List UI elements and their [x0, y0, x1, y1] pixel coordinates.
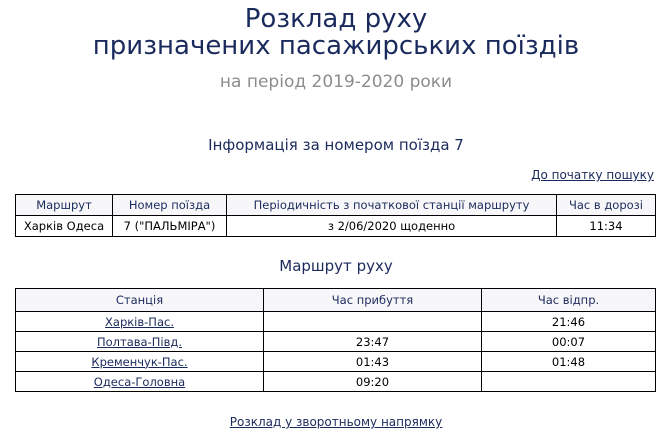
cell-departure: 00:07 [482, 332, 656, 352]
col-header-station: Станція [16, 289, 264, 312]
period-subtitle: на період 2019-2020 роки [219, 72, 453, 92]
back-to-search-link[interactable]: До початку пошуку [531, 168, 654, 182]
table-row [16, 332, 656, 352]
col-header-travel-time: Час в дорозі [557, 195, 656, 216]
cell-travel-time: 11:34 [557, 216, 656, 237]
cell-departure: 21:46 [482, 312, 656, 332]
col-header-periodicity: Періодичність з початкової станції маршруту [227, 195, 557, 216]
cell-arrival: 09:20 [264, 372, 482, 392]
cell-arrival: 01:43 [264, 352, 482, 372]
table-row [16, 372, 656, 392]
train-info-heading: Інформація за номером поїзда 7 [208, 136, 464, 154]
station-link[interactable]: Харків-Пас. [105, 314, 174, 329]
cell-departure: 01:48 [482, 352, 656, 372]
col-header-departure: Час відпр. [482, 289, 656, 312]
cell-train-number: 7 ("ПАЛЬМІРА") [113, 216, 227, 237]
table-header-row [16, 195, 656, 216]
route-table [15, 288, 656, 392]
col-header-route: Маршрут [16, 195, 113, 216]
page-title-line2: призначених пасажирських поїздів [92, 31, 580, 61]
table-header-row [16, 289, 656, 312]
station-link[interactable]: Полтава-Півд. [97, 334, 182, 349]
cell-arrival [264, 312, 482, 332]
station-link[interactable]: Кременчук-Пас. [91, 354, 188, 369]
cell-departure [482, 372, 656, 392]
station-link[interactable]: Одеса-Головна [93, 374, 186, 389]
train-info-table [15, 194, 656, 237]
page-title-line1: Розклад руху [244, 4, 428, 34]
col-header-arrival: Час прибуття [264, 289, 482, 312]
table-row [16, 312, 656, 332]
reverse-direction-link[interactable]: Розклад у зворотньому напрямку [229, 415, 443, 429]
cell-arrival: 23:47 [264, 332, 482, 352]
table-row [16, 352, 656, 372]
col-header-train-number: Номер поїзда [113, 195, 227, 216]
cell-route: Харків Одеса [16, 216, 113, 237]
cell-periodicity: з 2/06/2020 щоденно [227, 216, 557, 237]
table-row [16, 216, 656, 237]
route-heading: Маршрут руху [279, 257, 393, 275]
